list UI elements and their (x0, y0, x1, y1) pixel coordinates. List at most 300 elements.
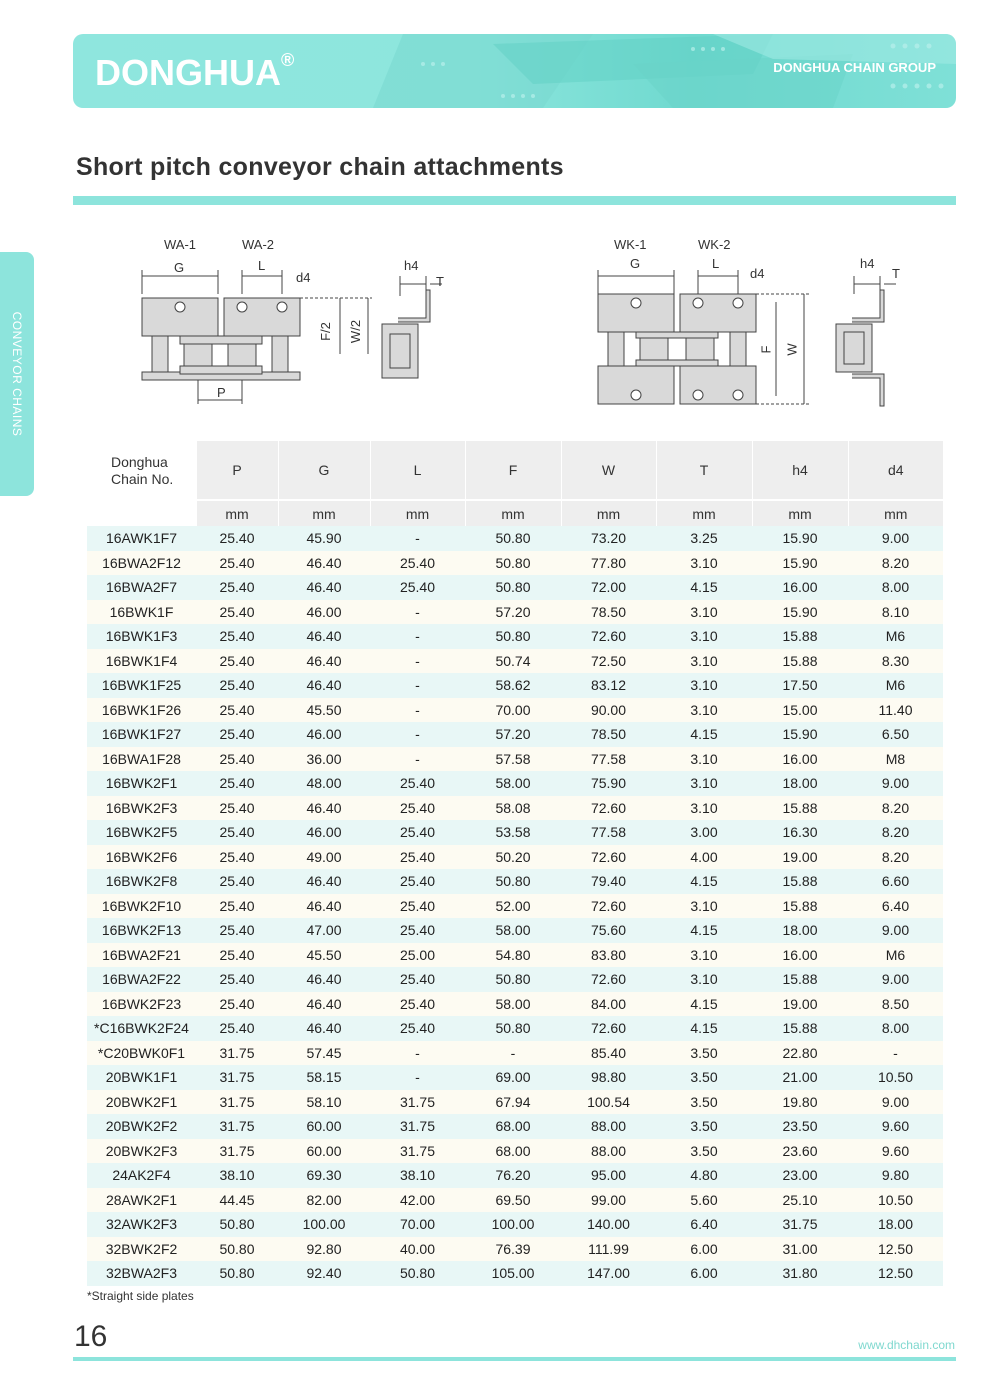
table-cell: 46.40 (306, 897, 342, 914)
table-cell: 25.40 (219, 603, 255, 620)
table-cell: 8.20 (881, 799, 910, 816)
table-row (87, 1065, 943, 1090)
table-cell: - (415, 530, 420, 547)
table-row (87, 820, 943, 845)
table-cell: 25.40 (219, 775, 255, 792)
table-cell: 3.00 (690, 824, 718, 841)
table-row (87, 918, 943, 943)
cell-chain-no: 16BWA2F12 (102, 554, 181, 571)
table-cell: 9.60 (881, 1142, 910, 1159)
table-cell: 16.30 (782, 824, 818, 841)
diagram-wk-attachments (590, 232, 920, 412)
table-cell: 19.80 (782, 1093, 818, 1110)
table-row (87, 1041, 943, 1066)
table-cell: - (415, 1044, 420, 1061)
table-cell: 25.40 (399, 848, 436, 865)
table-cell: 72.60 (590, 628, 627, 645)
table-cell: 45.50 (306, 946, 342, 963)
cell-chain-no: 16BWK2F23 (101, 995, 182, 1012)
table-cell: 9.60 (881, 1118, 910, 1135)
table-cell: 3.10 (690, 554, 718, 571)
table-cell: 99.00 (590, 1191, 627, 1208)
cell-chain-no: 32BWA2F3 (105, 1265, 178, 1282)
table-cell: 83.80 (590, 946, 627, 963)
table-row (87, 992, 943, 1017)
table-cell: 50.80 (495, 971, 531, 988)
table-cell: 31.80 (782, 1265, 818, 1282)
table-cell: 77.58 (590, 750, 627, 767)
table-cell: 46.40 (306, 971, 342, 988)
table-cell: 11.40 (878, 701, 913, 718)
table-cell: 25.40 (219, 873, 255, 890)
table-cell: 49.00 (306, 848, 342, 865)
table-cell: 68.00 (495, 1142, 531, 1159)
table-cell: 3.10 (690, 652, 718, 669)
table-cell: 15.00 (782, 701, 818, 718)
table-cell: 57.45 (306, 1044, 342, 1061)
table-cell: 16.00 (782, 750, 818, 767)
header-chain-no-unit (87, 500, 196, 526)
table-cell: 57.20 (495, 603, 531, 620)
table-cell: 8.20 (881, 824, 910, 841)
header-chain-no (87, 441, 196, 500)
table-cell: 25.40 (219, 848, 255, 865)
table-cell: 36.00 (306, 750, 342, 767)
table-row (87, 1261, 943, 1286)
table-cell: - (415, 726, 420, 743)
cell-chain-no: 20BWK2F3 (105, 1142, 178, 1159)
table-cell: 25.40 (399, 897, 436, 914)
label-g: G (174, 260, 185, 275)
cell-chain-no: 16BWA2F7 (105, 579, 178, 596)
table-row (87, 624, 943, 649)
label-f-half: F/2 (317, 322, 333, 341)
table-cell: 147.00 (587, 1265, 630, 1282)
table-cell: 4.00 (690, 848, 718, 865)
header-col-l: L (370, 441, 465, 500)
table-cell: 46.40 (306, 799, 342, 816)
cell-chain-no: *C20BWK0F1 (97, 1044, 186, 1061)
header-unit-d4: mm (848, 500, 943, 526)
page-number: 16 (74, 1320, 108, 1353)
table-cell: 9.80 (881, 1167, 910, 1184)
table-cell: 4.15 (690, 579, 718, 596)
table-cell: 8.50 (881, 995, 910, 1012)
table-cell: 9.00 (881, 530, 910, 547)
table-row (87, 1114, 943, 1139)
table-row (87, 771, 943, 796)
table-row (87, 747, 943, 772)
table-row (87, 673, 943, 698)
cell-chain-no: 20BWK1F1 (105, 1069, 178, 1086)
cell-chain-no: 16BWA1F28 (102, 750, 181, 767)
table-cell: 31.00 (782, 1240, 818, 1257)
header-unit-l: mm (370, 500, 465, 526)
label-wa-2: WA-2 (242, 237, 275, 252)
header-col-g: G (278, 441, 370, 500)
table-cell: 31.75 (399, 1118, 436, 1135)
table-cell: 72.60 (590, 897, 627, 914)
table-cell: 3.50 (690, 1069, 718, 1086)
table-cell: 21.00 (782, 1069, 818, 1086)
table-cell: 54.80 (495, 946, 531, 963)
table-cell: 38.10 (399, 1167, 436, 1184)
label-d4: d4 (750, 266, 765, 281)
table-cell: 100.00 (302, 1216, 346, 1233)
table-cell: 31.75 (219, 1069, 255, 1086)
table-cell: 15.90 (782, 554, 818, 571)
table-cell: 6.00 (690, 1240, 718, 1257)
table-body (87, 526, 943, 1286)
table-cell: 3.10 (690, 628, 718, 645)
table-cell: 15.88 (782, 799, 818, 816)
table-cell: 3.50 (690, 1044, 718, 1061)
label-t: T (892, 266, 900, 281)
table-cell: 50.80 (219, 1265, 255, 1282)
table-cell: 46.40 (306, 1020, 342, 1037)
header-banner (73, 34, 956, 108)
table-cell: 58.62 (495, 677, 531, 694)
table-cell: M6 (885, 946, 906, 963)
header-unit-h4: mm (752, 500, 848, 526)
table-cell: 111.99 (588, 1240, 629, 1257)
cell-chain-no: 16BWK1F3 (105, 628, 178, 645)
cell-chain-no: 16BWK2F1 (105, 775, 178, 792)
table-cell: 58.08 (495, 799, 531, 816)
table-cell: 23.00 (782, 1167, 818, 1184)
table-cell: - (415, 677, 420, 694)
table-cell: 48.00 (306, 775, 342, 792)
label-g: G (630, 256, 641, 271)
table-cell: 25.40 (219, 750, 255, 767)
table-cell: 46.40 (306, 628, 342, 645)
table-cell: 50.80 (495, 628, 531, 645)
table-cell: 25.40 (219, 971, 255, 988)
table-cell: 88.00 (590, 1118, 627, 1135)
header-unit-t: mm (656, 500, 752, 526)
table-cell: 8.00 (881, 579, 910, 596)
table-cell: 53.58 (495, 824, 531, 841)
side-section-tab (0, 252, 34, 496)
cell-chain-no: 16BWK1F25 (101, 677, 182, 694)
cell-chain-no: 28AWK2F1 (105, 1191, 178, 1208)
table-row (87, 894, 943, 919)
table-row (87, 551, 943, 576)
table-cell: 44.45 (219, 1191, 255, 1208)
table-cell: 78.50 (590, 603, 627, 620)
cell-chain-no: 32AWK2F3 (105, 1216, 178, 1233)
table-cell: 25.40 (399, 1020, 436, 1037)
table-cell: 83.12 (590, 677, 627, 694)
header-unit-g: mm (278, 500, 370, 526)
table-cell: 50.80 (495, 554, 531, 571)
table-cell: 8.00 (881, 1020, 910, 1037)
table-row (87, 1163, 943, 1188)
table-cell: 17.50 (782, 677, 818, 694)
header-col-w: W (561, 441, 656, 500)
label-h4: h4 (860, 256, 875, 271)
table-cell: 6.60 (881, 873, 910, 890)
table-cell: 46.40 (306, 995, 342, 1012)
table-cell: - (415, 1069, 420, 1086)
table-cell: 15.90 (782, 530, 818, 547)
table-cell: 72.60 (590, 848, 627, 865)
table-cell: M8 (885, 750, 906, 767)
table-cell: 25.40 (219, 628, 255, 645)
table-cell: 3.10 (690, 750, 718, 767)
label-h4: h4 (404, 258, 419, 273)
table-cell: 3.50 (690, 1093, 718, 1110)
table-cell: 6.50 (881, 726, 910, 743)
table-cell: 47.00 (306, 922, 342, 939)
table-cell: 46.40 (306, 554, 342, 571)
cell-chain-no: 24AK2F4 (112, 1167, 171, 1184)
table-cell: - (415, 750, 420, 767)
header-col-d4: d4 (848, 441, 943, 500)
label-p: P (217, 385, 226, 400)
table-cell: 52.00 (495, 897, 531, 914)
table-cell: 23.60 (782, 1142, 818, 1159)
cell-chain-no: 16BWA2F22 (102, 971, 181, 988)
cell-chain-no: 16BWA2F21 (102, 946, 181, 963)
table-cell: 70.00 (495, 701, 531, 718)
table-cell: 50.80 (495, 579, 531, 596)
table-cell: 78.50 (590, 726, 627, 743)
table-cell: 100.00 (491, 1216, 535, 1233)
table-cell: 75.60 (590, 922, 627, 939)
table-cell: 72.60 (590, 799, 627, 816)
table-cell: 3.10 (690, 946, 718, 963)
table-row (87, 575, 943, 600)
table-cell: 15.88 (782, 897, 818, 914)
table-cell: 69.00 (495, 1069, 531, 1086)
table-cell: 60.00 (306, 1142, 342, 1159)
table-row (87, 967, 943, 992)
table-cell: 3.10 (690, 799, 718, 816)
table-cell: 10.50 (877, 1069, 914, 1086)
table-cell: - (415, 628, 420, 645)
table-cell: 25.40 (399, 775, 436, 792)
label-t: T (436, 274, 444, 289)
table-cell: 58.00 (495, 995, 531, 1012)
table-cell: 3.50 (690, 1118, 718, 1135)
table-row (87, 1212, 943, 1237)
table-cell: 23.50 (782, 1118, 818, 1135)
header-unit-w: mm (561, 500, 656, 526)
table-cell: 12.50 (877, 1240, 914, 1257)
table-cell: 46.00 (306, 824, 342, 841)
table-cell: 4.15 (690, 922, 718, 939)
label-wk-2: WK-2 (698, 237, 731, 252)
table-cell: 70.00 (399, 1216, 436, 1233)
table-cell: 25.40 (219, 554, 255, 571)
table-cell: 31.75 (782, 1216, 818, 1233)
table-cell: 72.60 (590, 971, 627, 988)
table-cell: 9.00 (881, 971, 910, 988)
table-cell: 45.90 (306, 530, 342, 547)
cell-chain-no: 16BWK2F3 (105, 799, 178, 816)
table-cell: 31.75 (219, 1118, 255, 1135)
table-cell: 45.50 (306, 701, 342, 718)
header-col-f: F (465, 441, 561, 500)
table-cell: 25.40 (219, 897, 255, 914)
table-cell: 18.00 (782, 775, 818, 792)
table-cell: 8.30 (881, 652, 910, 669)
table-cell: 105.00 (491, 1265, 535, 1282)
label-w-half: W/2 (348, 319, 364, 344)
table-cell: 4.15 (690, 726, 718, 743)
table-cell: 46.40 (306, 579, 342, 596)
cell-chain-no: 16BWK1F4 (105, 652, 178, 669)
table-cell: - (893, 1044, 898, 1061)
label-wk-1: WK-1 (614, 237, 647, 252)
table-cell: 15.88 (782, 873, 818, 890)
table-cell: 85.40 (590, 1044, 627, 1061)
cell-chain-no: 16BWK1F (109, 603, 174, 620)
table-cell: 25.40 (219, 726, 255, 743)
table-cell: 67.94 (495, 1093, 531, 1110)
table-row (87, 1139, 943, 1164)
table-cell: 46.40 (306, 873, 342, 890)
table-row (87, 796, 943, 821)
table-cell: 25.40 (399, 824, 436, 841)
table-row (87, 1016, 943, 1041)
table-cell: 8.20 (881, 554, 910, 571)
table-row (87, 722, 943, 747)
table-cell: M6 (885, 677, 906, 694)
table-cell: 58.10 (306, 1093, 342, 1110)
label-wa-1: WA-1 (164, 237, 197, 252)
table-cell: 60.00 (306, 1118, 342, 1135)
table-cell: 40.00 (399, 1240, 436, 1257)
page-title: Short pitch conveyor chain attachments (76, 153, 564, 181)
table-cell: 5.60 (690, 1191, 718, 1208)
label-d4: d4 (296, 270, 311, 285)
table-cell: 58.00 (495, 922, 531, 939)
table-row (87, 845, 943, 870)
table-cell: 6.40 (690, 1216, 718, 1233)
title-divider (73, 196, 956, 205)
table-cell: 4.15 (690, 873, 718, 890)
table-cell: 9.00 (881, 775, 910, 792)
table-cell: 50.80 (495, 1020, 531, 1037)
website-link[interactable]: www.dhchain.com (858, 1338, 955, 1352)
header-unit-f: mm (465, 500, 561, 526)
table-cell: 25.40 (219, 946, 255, 963)
table-cell: 25.40 (219, 995, 255, 1012)
cell-chain-no: 20BWK2F2 (105, 1118, 178, 1135)
table-cell: 50.80 (399, 1265, 436, 1282)
table-cell: 50.20 (495, 848, 531, 865)
table-cell: 25.40 (219, 1020, 255, 1037)
label-l: L (258, 258, 266, 273)
cell-chain-no: 16BWK1F27 (101, 726, 182, 743)
table-cell: 25.10 (782, 1191, 818, 1208)
table-cell: 46.00 (306, 726, 342, 743)
table-cell: 15.90 (782, 603, 818, 620)
table-cell: 42.00 (399, 1191, 436, 1208)
table-cell: 3.10 (690, 701, 718, 718)
cell-chain-no: 16BWK2F13 (101, 922, 182, 939)
table-cell: 25.00 (399, 946, 436, 963)
table-cell: 10.50 (877, 1191, 914, 1208)
table-cell: 25.40 (399, 873, 436, 890)
table-cell: 16.00 (782, 946, 818, 963)
table-cell: 15.88 (782, 628, 818, 645)
table-cell: 3.10 (690, 677, 718, 694)
table-header (87, 441, 943, 526)
table-cell: 25.40 (399, 554, 436, 571)
table-row (87, 1188, 943, 1213)
table-cell: 69.50 (495, 1191, 531, 1208)
table-row (87, 649, 943, 674)
table-cell: 8.20 (881, 848, 910, 865)
table-cell: 18.00 (782, 922, 818, 939)
table-cell: 76.39 (495, 1240, 531, 1257)
table-cell: 25.40 (399, 922, 436, 939)
table-cell: 9.00 (881, 1093, 910, 1110)
table-cell: 79.40 (590, 873, 627, 890)
table-cell: 25.40 (399, 799, 436, 816)
table-cell: - (415, 603, 420, 620)
table-cell: 57.58 (495, 750, 531, 767)
table-row (87, 869, 943, 894)
header-col-t: T (656, 441, 752, 500)
table-cell: 77.80 (590, 554, 627, 571)
group-name: DONGHUA CHAIN GROUP (773, 60, 936, 75)
table-cell: 4.80 (690, 1167, 718, 1184)
table-cell: 25.40 (219, 530, 255, 547)
brand-logo: DONGHUA® (95, 50, 295, 93)
table-cell: 31.75 (219, 1044, 255, 1061)
label-w: W (784, 343, 800, 356)
table-cell: 3.10 (690, 603, 718, 620)
table-cell: 72.60 (590, 1020, 627, 1037)
table-row (87, 526, 943, 551)
table-cell: 58.15 (306, 1069, 342, 1086)
header-unit-p: mm (196, 500, 278, 526)
table-cell: 25.40 (219, 701, 255, 718)
table-cell: 46.40 (306, 677, 342, 694)
cell-chain-no: 20BWK2F1 (105, 1093, 178, 1110)
table-cell: 31.75 (399, 1093, 436, 1110)
table-cell: 68.00 (495, 1118, 531, 1135)
table-row (87, 943, 943, 968)
table-cell: 140.00 (587, 1216, 630, 1233)
side-tab-label: CONVEYOR CHAINS (10, 311, 24, 437)
diagram-wa-attachments (120, 232, 460, 412)
table-cell: 16.00 (782, 579, 818, 596)
table-row (87, 698, 943, 723)
table-cell: 8.10 (881, 603, 910, 620)
header-col-p: P (196, 441, 278, 500)
table-cell: 46.00 (306, 603, 342, 620)
table-cell: 58.00 (495, 775, 531, 792)
cell-chain-no: 16BWK2F5 (105, 824, 178, 841)
table-cell: 50.80 (495, 873, 531, 890)
table-cell: 19.00 (782, 848, 818, 865)
table-row (87, 1090, 943, 1115)
table-cell: 6.40 (881, 897, 910, 914)
table-cell: 50.80 (219, 1240, 255, 1257)
cell-chain-no: 32BWK2F2 (105, 1240, 178, 1257)
table-cell: 22.80 (782, 1044, 818, 1061)
table-cell: 72.50 (590, 652, 627, 669)
table-cell: 50.80 (219, 1216, 255, 1233)
cell-chain-no: 16AWK1F7 (105, 530, 178, 547)
cell-chain-no: 16BWK2F6 (105, 848, 178, 865)
table-cell: 90.00 (590, 701, 627, 718)
